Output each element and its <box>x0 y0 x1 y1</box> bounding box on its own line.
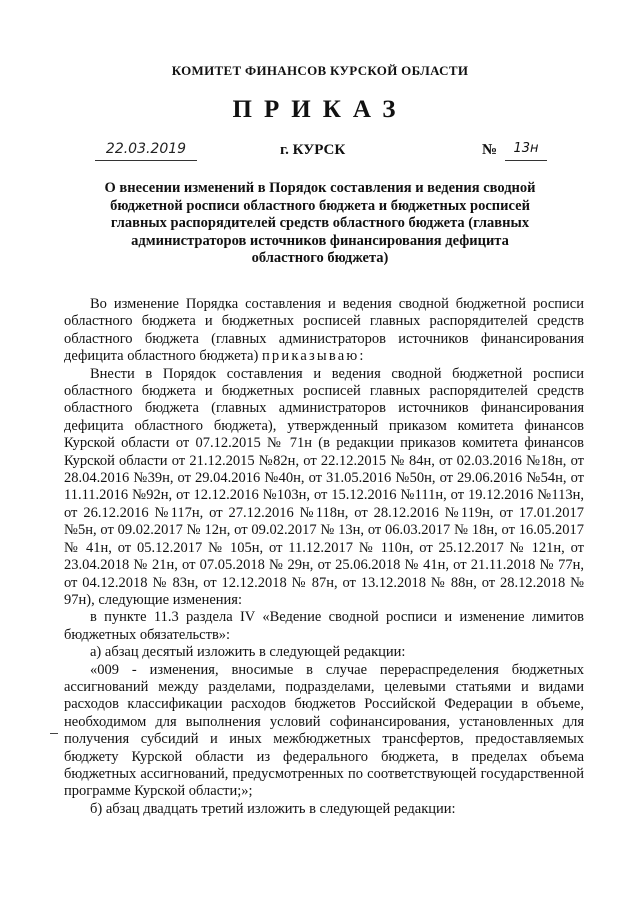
organization-name: КОМИТЕТ ФИНАНСОВ КУРСКОЙ ОБЛАСТИ <box>171 63 469 78</box>
document-city: г. КУРСК <box>280 142 346 158</box>
order-word: приказываю: <box>261 348 366 365</box>
paragraph-preamble <box>64 296 584 366</box>
margin-mark <box>50 733 58 734</box>
paragraph-section-reference: в пункте 11.3 раздела IV «Ведение сводной росписи и изменение лимитов бюджетных обязательств»: <box>64 609 584 643</box>
document-number-value: 13н <box>505 140 547 161</box>
paragraph-item-a: а) абзац десятый изложить в следующей редакции: <box>90 644 406 661</box>
document-date: 22.03.2019 <box>95 140 197 161</box>
document-number-label: № <box>482 142 498 158</box>
document-subject: О внесении изменений в Порядок составления и ведения сводной бюджетной росписи областного бюджета и бюджетных росписей главных распорядителей средств областного бюджета (главных администраторов источников финансирования дефицита областного бюджета) <box>104 180 536 267</box>
document-body <box>64 296 584 818</box>
paragraph-main-amendment: Внести в Порядок составления и ведения сводной бюджетной росписи областного бюджета и бюджетных росписей главных распорядителей средств областного бюджета (главных администраторов источников финансирования дефицита областного бюджета), утвержденный приказом комитета финансов Курской области от 07.12.2015 № 71н (в редакции приказов комитета финансов Курской области от 21.12.2015 №82н, от 22.12.2015 № 84н, от 02.03.2016 №18н, от 28.04.2016 №39н, от 29.04.2016 №40н, от 31.05.2016 №50н, от 29.06.2016 №54н, от 11.11.2016 №92н, от 12.12.2016 №103н, от 15.12.2016 №111н, от 19.12.2016 №113н, от 26.12.2016 №117н, от 27.12.2016 №118н, от 28.12.2016 №119н, от 17.01.2017 №5н, от 09.02.2017 № 12н, от 09.02.2017 № 13н, от 06.03.2017 № 18н, от 16.05.2017 № 41н, от 05.12.2017 № 105н, от 11.12.2017 № 110н, от 25.12.2017 № 121н, от 23.04.2018 № 21н, от 07.05.2018 № 29н, от 25.06.2018 № 41н, от 21.11.2018 № 77н, от 04.12.2018 № 83н, от 12.12.2018 № 87н, от 13.12.2018 № 88н, от 28.12.2018 № 97н), следующие изменения: <box>64 365 584 608</box>
paragraph-quoted-text: «009 - изменения, вносимые в случае перераспределения бюджетных ассигнований между разделами, подразделами, целевыми статьями и видами расходов классификации расходов бюджетов Российской Федерации в объеме, необходимом для выполнения условий софинансирования, установленных для получения субсидий и иных межбюджетных трансфертов, предоставляемых бюджету Курской области из федерального бюджета, в пределах объема бюджетных ассигнований, предусмотренных по соответствующей государственной программе Курской области;»; <box>64 661 584 800</box>
paragraph-item-b: б) абзац двадцать третий изложить в следующей редакции: <box>90 800 456 817</box>
preamble-text: Во изменение Порядка составления и ведения сводной бюджетной росписи областного бюджета и бюджетных росписей главных распорядителей средств областного бюджета (главных администраторов источников финансирования дефицита областного бюджета) <box>64 296 584 365</box>
document-type-title: ПРИКАЗ <box>232 96 408 123</box>
document-meta-row <box>0 140 640 164</box>
